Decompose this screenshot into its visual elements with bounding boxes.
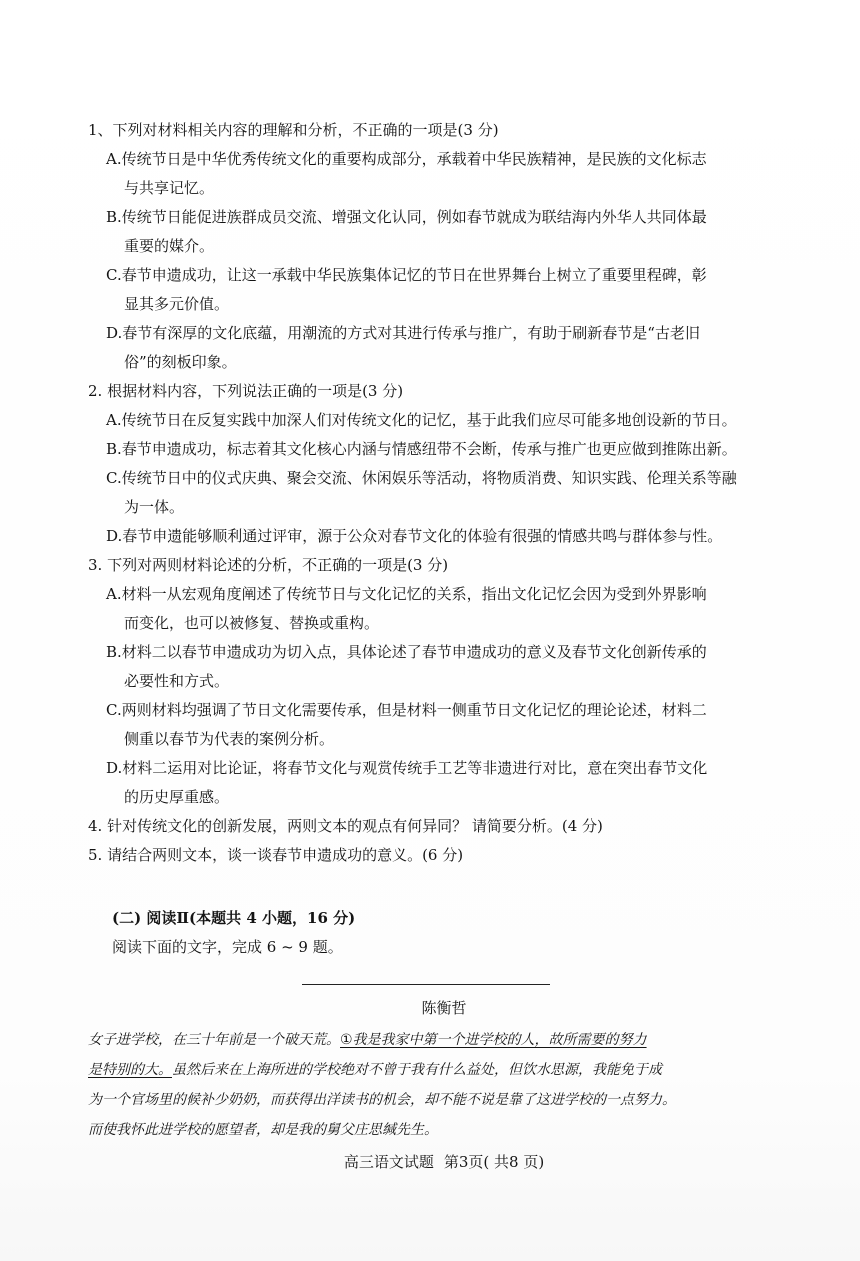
option-text: 春节申遗成功，让这一承载中华民族集体记忆的节日在世界舞台上树立了重要里程碑，彰: [121, 266, 707, 284]
option-text: 材料二以春节申遗成功为切入点，具体论述了春节申遗成功的意义及春节文化创新传承的: [121, 643, 707, 661]
option-b: [88, 638, 800, 696]
option-text: 传统节日是中华优秀传统文化的重要构成部分，承载着中华民族精神，是民族的文化标志: [121, 150, 707, 168]
passage-text: [88, 1025, 800, 1145]
option-text: 材料一从宏观角度阐述了传统节日与文化记忆的关系，指出文化记忆会因为受到外界影响: [121, 585, 707, 603]
passage-line: [88, 1055, 800, 1085]
passage-line: [88, 1025, 800, 1055]
option-c: [88, 464, 800, 522]
question-stem: 3. 下列对两则材料论述的分析，不正确的一项是(3 分): [88, 556, 449, 574]
question-5: [88, 841, 800, 870]
option-letter: B.: [106, 208, 122, 226]
option-letter: D.: [106, 324, 123, 342]
section-instruction: 阅读下面的文字，完成 6 ~ 9 题。: [112, 938, 343, 956]
option-a: [88, 145, 800, 203]
option-a: [88, 406, 800, 435]
option-c: [88, 696, 800, 754]
footer-page-number: 第3页( 共8 页): [443, 1153, 545, 1171]
passage-underlined: ①我是我家中第一个进学校的人，故所需要的努力: [340, 1032, 647, 1048]
question-stem: 5. 请结合两则文本，谈一谈春节申遗成功的意义。(6 分): [88, 846, 464, 864]
question-stem: 1、下列对材料相关内容的理解和分析，不正确的一项是(3 分): [88, 121, 499, 139]
option-letter: C.: [106, 469, 122, 487]
question-1: [88, 116, 800, 377]
option-letter: B.: [106, 440, 122, 458]
option-text-continued: 而变化，也可以被修复、替换或重构。: [124, 614, 380, 632]
option-letter: A.: [106, 150, 122, 168]
page-footer: [88, 1149, 800, 1175]
footer-title: 高三语文试题: [343, 1153, 434, 1171]
option-text-continued: 俗”的刻板印象。: [124, 353, 237, 371]
passage-line: 为一个官场里的候补少奶奶，而获得出洋读书的机会，却不能不说是靠了这进学校的一点努力。: [88, 1092, 676, 1108]
question-3: [88, 551, 800, 812]
option-text: 春节申遗能够顺利通过评审，源于公众对春节文化的体验有很强的情感共鸣与群体参与性。: [122, 527, 723, 545]
option-letter: D.: [106, 527, 123, 545]
option-text: 春节有深厚的文化底蕴，用潮流的方式对其进行传承与推广，有助于刷新春节是“古老旧: [122, 324, 700, 342]
option-text-continued: 与共享记忆。: [124, 179, 215, 197]
question-stem: 2. 根据材料内容，下列说法正确的一项是(3 分): [88, 382, 404, 400]
passage-segment: 虽然后来在上海所进的学校绝对不曾于我有什么益处，但饮水思源，我能免于成: [172, 1062, 662, 1078]
option-text-continued: 侧重以春节为代表的案例分析。: [124, 730, 335, 748]
option-letter: B.: [106, 643, 122, 661]
option-letter: C.: [106, 266, 122, 284]
option-text: 传统节日在反复实践中加深人们对传统文化的记忆，基于此我们应尽可能多地创设新的节日。: [121, 411, 737, 429]
option-text: 传统节日能促进族群成员交流、增强文化认同，例如春节就成为联结海内外华人共同体最: [121, 208, 707, 226]
question-2: [88, 377, 800, 551]
option-d: [88, 754, 800, 812]
option-text-continued: 的历史厚重感。: [124, 788, 230, 806]
option-letter: D.: [106, 759, 123, 777]
option-letter: A.: [106, 585, 122, 603]
option-b: [88, 435, 800, 464]
question-4: [88, 812, 800, 841]
option-text-continued: 显其多元价值。: [124, 295, 230, 313]
option-text: 两则材料均强调了节日文化需要传承，但是材料一侧重节日文化记忆的理论论述，材料二: [121, 701, 707, 719]
option-letter: C.: [106, 701, 122, 719]
option-b: [88, 203, 800, 261]
option-d: [88, 319, 800, 377]
question-list: [88, 116, 800, 870]
passage-author: 陈衡哲: [421, 999, 467, 1017]
option-c: [88, 261, 800, 319]
option-letter: A.: [106, 411, 122, 429]
option-text: 传统节日中的仪式庆典、聚会交流、休闲娱乐等活动，将物质消费、知识实践、伦理关系等融: [121, 469, 737, 487]
passage-line: 而使我怀此进学校的愿望者，却是我的舅父庄思缄先生。: [88, 1122, 438, 1138]
title-rule: [302, 984, 550, 985]
option-text: 春节申遗成功，标志着其文化核心内涵与情感纽带不会断，传承与推广也更应做到推陈出新。: [121, 440, 737, 458]
question-stem: 4. 针对传统文化的创新发展，两则文本的观点有何异同？ 请简要分析。(4 分): [88, 817, 603, 835]
option-text: 材料二运用对比论证，将春节文化与观赏传统手工艺等非遗进行对比，意在突出春节文化: [122, 759, 708, 777]
option-d: [88, 522, 800, 551]
option-text-continued: 为一体。: [124, 498, 185, 516]
option-text-continued: 必要性和方式。: [124, 672, 230, 690]
passage-segment: 女子进学校，在三十年前是一个破天荒。: [88, 1032, 340, 1048]
passage-underlined: 是特别的大。: [88, 1062, 172, 1078]
section-title: (二) 阅读Ⅱ(本题共 4 小题，16 分): [112, 909, 356, 927]
reading-section: [88, 904, 800, 962]
option-a: [88, 580, 800, 638]
option-text-continued: 重要的媒介。: [124, 237, 215, 255]
